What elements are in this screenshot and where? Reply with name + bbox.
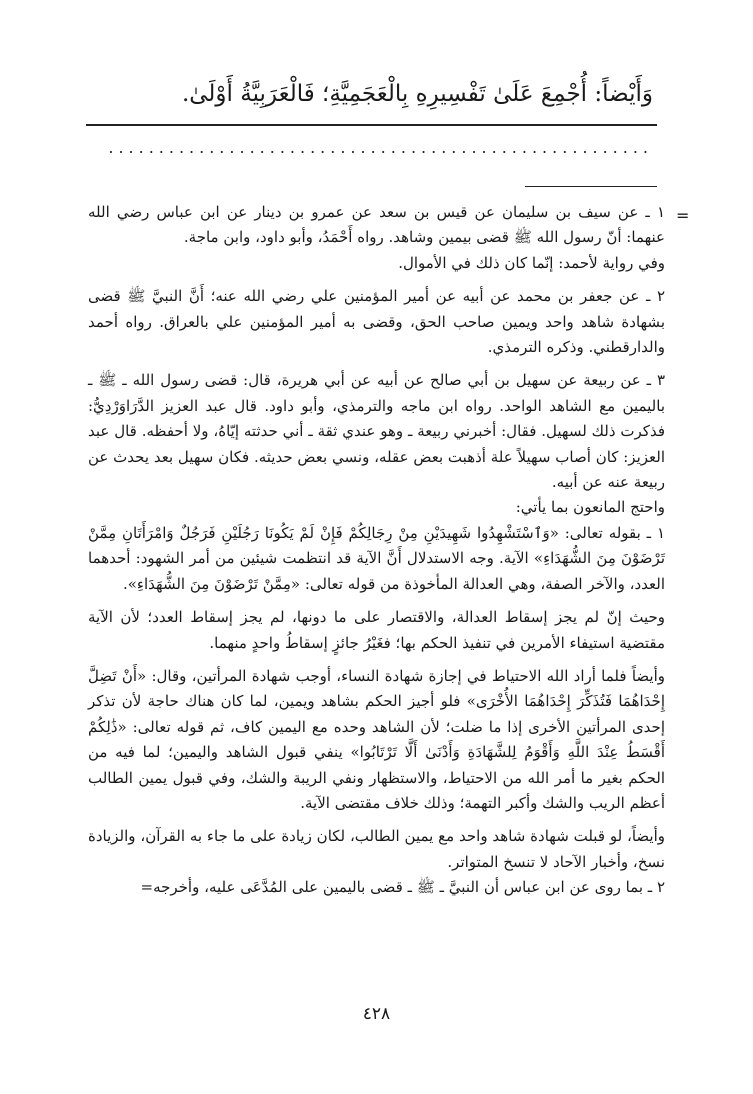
dotted-line: ......................................................	[108, 138, 653, 157]
footnote-paragraph: واحتج المانعون بما يأتي:	[515, 498, 665, 517]
footnote-paragraph: ١ ـ عن سيف بن سليمان عن قيس بن سعد عن عمرو بن دينار عن ابن عباس رضي الله عنهما: أنّ رسول الله ﷺ قضى بيمين وشاهد. رواه أَحْمَدُ، وأبو داود، وابن ماجة.	[88, 203, 665, 247]
page-number: ٤٢٨	[362, 1004, 391, 1024]
footnote-paragraph: وفي رواية لأحمد: إنّما كان ذلك في الأموال.	[398, 253, 665, 272]
main-text: وَأَيْضاً: أُجْمِعَ عَلَىٰ تَفْسِيرِهِ بِالْعَجَمِيَّةِ؛ فَالْعَرَبِيَّةُ أَوْلَىٰ.	[181, 81, 653, 107]
footnote-paragraph: وحيث إنّ لم يجز إسقاط العدالة، والاقتصار على ما دونها، لم يجز إسقاط العدد؛ لأن الآية مقتضية استيفاء الأمرين في تنفيذ الحكم بها؛ فغَيْرُ جائزٍ إسقاطُ واحدٍ منهما.	[88, 608, 665, 652]
footnote-paragraph: ٣ ـ عن ربيعة عن سهيل بن أبي صالح عن أبيه عن أبي هريرة، قال: قضى رسول الله ـ ﷺ ـ باليمين مع الشاهد الواحد. رواه ابن ماجه والترمذي، وأبو داود. قال عبد العزيز الدَّرَاوَرْدِيُّ: فذكرت ذلك لسهيل. فقال: أخبرني ربيعة ـ وهو عندي ثقة ـ أني حدثته إيّاهُ، ولا أحفظه. قال عبد العزيز: كان أصاب سهيلاً علة أذهبت بعض عقله، ونسي بعض حديثه. فكان سهيل بعد يحدث عن ربيعة عنه عن أبيه.	[88, 371, 665, 492]
footnote-separator	[525, 186, 657, 187]
top-rule	[86, 124, 657, 126]
footnote-paragraph: وأيضاً فلما أراد الله الاحتياط في إجازة شهادة النساء، أوجب شهادة المرأتين، وقال: «أَنْ تَضِلَّ إِحْدَاهُمَا فَتُذَكِّرَ إِحْدَاهُمَا الأُخْرَى» فلو أجيز الحكم بشاهد ويمين، لما كان هناك حاجة لأن تذكر إحدى المرأتين الأخرى إذا ما ضلت؛ لأن الشاهد وحده مع اليمين كاف، ثم قوله تعالى: «ذَٰلِكُمْ أَقْسَطُ عِنْدَ اللَّهِ وَأَقْوَمُ لِلشَّهَادَةِ وَأَدْنَىٰ أَلَّا تَرْتَابُوا» ينفي قبول الشاهد واليمين؛ لما فيه من الحكم بغير ما أمر الله من الاحتياط، والاستظهار ونفي الريبة والشك، وفي قبول يمين الطالب أعظم الريب والشك وأكبر التهمة؛ وذلك خلاف مقتضى الآية.	[88, 666, 665, 812]
footnote-paragraph: ١ ـ بقوله تعالى: «وَٱسْتَشْهِدُوا شَهِيدَيْنِ مِنْ رِجَالِكُمْ فَإِنْ لَمْ يَكُونَا رَجُلَيْنِ فَرَجُلٌ وَامْرَأَتَانِ مِمَّنْ تَرْضَوْنَ مِنَ الشُّهَدَاءِ» الآية. وجه الاستدلال أَنَّ الآية قد انتظمت شيئين من أمر الشهود: أحدهما العدد، والآخر الصفة، وهي العدالة المأخوذة من قوله تعالى: «مِمَّنْ تَرْضَوْنَ مِنَ الشُّهَدَاءِ».	[88, 523, 665, 593]
footnote-paragraph: ٢ ـ بما روى عن ابن عباس أن النبيَّ ـ ﷺ ـ قضى باليمين على المُدَّعَى عليه، وأخرجه=	[140, 878, 665, 897]
footnote-paragraph: وأيضاً، لو قبلت شهادة شاهد واحد مع يمين الطالب، لكان زيادة على ما جاء به القرآن، والزيادة نسخ، وأخبار الآحاد لا تنسخ المتواتر.	[88, 827, 665, 871]
footnote-paragraph: ٢ ـ عن جعفر بن محمد عن أبيه عن أمير المؤمنين علي رضي الله عنه؛ أَنَّ النبيَّ ﷺ قضى بشهادة شاهد واحد ويمين صاحب الحق، وقضى به أمير المؤمنين علي بالعراق. رواه أحمد والدارقطني. وذكره الترمذي.	[88, 287, 665, 357]
footnotes	[88, 200, 665, 901]
continuation-mark: =	[676, 206, 690, 225]
